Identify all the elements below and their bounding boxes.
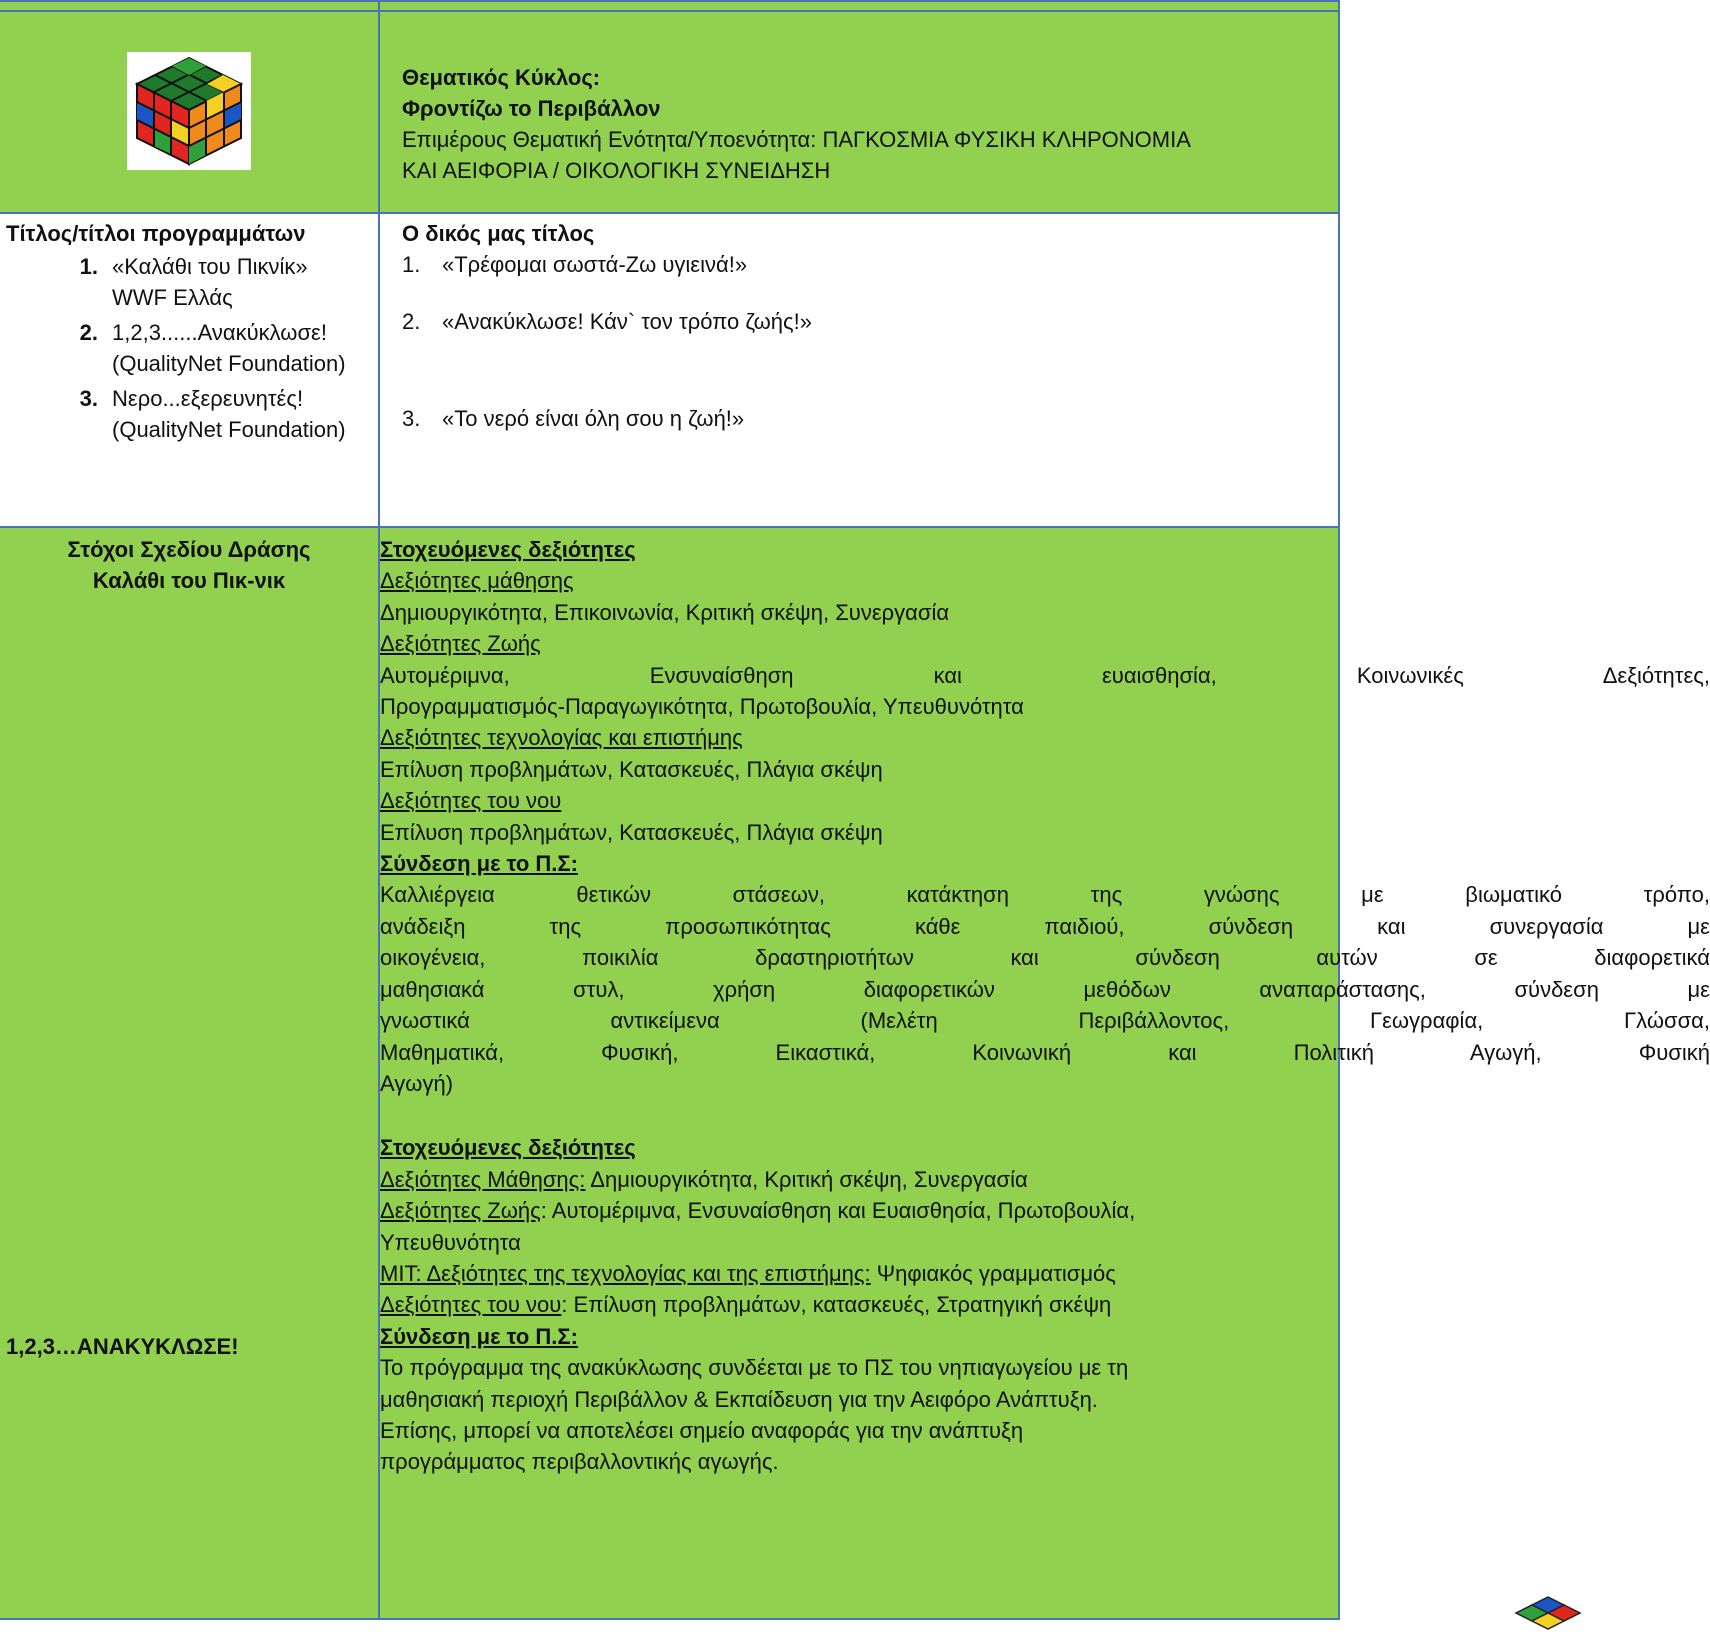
list-item [402, 249, 1338, 280]
tech-skills-label: Δεξιότητες τεχνολογίας και επιστήμης [380, 725, 743, 751]
goals-cell [0, 527, 379, 1619]
tech-skills-label: ΜΙΤ: Δεξιότητες της τεχνολογίας και της επιστήμης: [380, 1260, 871, 1286]
list-text: 1,2,3......Ανακύκλωσε! (QualityNet Foundation) [112, 320, 346, 376]
header-image-cell [0, 11, 379, 213]
curriculum-link-line: προγράμματος περιβαλλοντικής αγωγής. [380, 1449, 779, 1475]
own-titles-cell [379, 213, 1339, 527]
list-item [402, 306, 1338, 337]
curriculum-link-label: Σύνδεση με το Π.Σ: [380, 851, 578, 877]
programs-cell [0, 213, 379, 527]
curriculum-link-line: Μαθηματικά, Φυσική, Εικαστικά, Κοινωνική και Πολιτική Αγωγή, Φυσική [380, 1039, 1710, 1065]
list-item [6, 317, 378, 379]
goal-heading: Στόχοι Σχεδίου Δράσης [67, 537, 311, 562]
list-text: «Καλάθι του Πικνίκ» WWF Ελλάς [112, 254, 308, 310]
curriculum-link-line: Αγωγή) [380, 1070, 454, 1096]
list-text: Νερο...εξερευνητές! (QualityNet Foundation) [112, 386, 346, 442]
curriculum-link-label: Σύνδεση με το Π.Σ: [380, 1323, 578, 1349]
life-skills-label: Δεξιότητες Ζωής [380, 631, 541, 657]
list-text: «Το νερό είναι όλη σου η ζωή!» [442, 406, 745, 431]
list-item [6, 251, 378, 313]
list-number: 3. [402, 406, 421, 431]
life-skills-line: Προγραμματισμός-Παραγωγικότητα, Πρωτοβουλία, Υπευθυνότητα [380, 694, 1024, 720]
life-skills-text-cont: Υπευθυνότητα [380, 1229, 521, 1255]
list-number: 1. [402, 252, 421, 277]
list-text: «Τρέφομαι σωστά-Ζω υγιεινά!» [442, 252, 748, 277]
theme-label: Θεματικός Κύκλος: [402, 65, 601, 90]
curriculum-link-line: οικογένεια, ποικιλία δραστηριοτήτων και σύνδεση αυτών σε διαφορετικά [380, 945, 1710, 971]
mind-skills-text: Επίλυση προβλημάτων, Κατασκευές, Πλάγια σκέψη [380, 819, 883, 845]
life-skills-text: : Αυτομέριμνα, Ενσυναίσθηση και Ευαισθησία, Πρωτοβουλία, [540, 1198, 1136, 1224]
top-strip-right [379, 1, 1339, 11]
curriculum-link-line: Καλλιέργεια θετικών στάσεων, κατάκτηση της γνώσης με βιωματικό τρόπο, [380, 882, 1710, 908]
mind-skills-row [380, 1289, 1338, 1320]
header-theme-cell [379, 11, 1339, 213]
rubiks-cube-small-image [1508, 1591, 1588, 1631]
curriculum-link-line: Το πρόγραμμα της ανακύκλωσης συνδέεται με το ΠΣ του νηπιαγωγείου με τη [380, 1355, 1129, 1381]
list-text: «Ανακύκλωσε! Κάν` τον τρόπο ζωής!» [442, 309, 812, 334]
skills-heading: Στοχευόμενες δεξιότητες [380, 537, 636, 562]
life-skills-row [380, 1195, 1338, 1226]
own-titles-heading: Ο δικός μας τίτλος [402, 221, 595, 246]
list-item [402, 403, 1338, 434]
mind-skills-text: : Επίλυση προβλημάτων, κατασκευές, Στρατηγική σκέψη [561, 1292, 1112, 1318]
learning-skills-text: Δημιουργικότητα, Κριτική σκέψη, Συνεργασία [585, 1166, 1028, 1192]
curriculum-link-line: μαθησιακή περιοχή Περιβάλλον & Εκπαίδευση για την Αειφόρο Ανάπτυξη. [380, 1386, 1098, 1412]
learning-skills-text: Δημιουργικότητα, Επικοινωνία, Κριτική σκέψη, Συνεργασία [380, 599, 950, 625]
goal-program-recycle: 1,2,3…ΑΝΑΚΥΚΛΩΣΕ! [6, 1334, 239, 1359]
list-number: 3. [79, 386, 98, 411]
goal-program-picnic: Καλάθι του Πικ-νικ [92, 568, 286, 593]
life-skills-label: Δεξιότητες Ζωής [380, 1198, 541, 1224]
curriculum-link-line: Επίσης, μπορεί να αποτελέσει σημείο αναφοράς για την ανάπτυξη [380, 1417, 1024, 1443]
tech-skills-row [380, 1258, 1338, 1289]
mind-skills-label: Δεξιότητες του νου [380, 788, 562, 814]
learning-skills-label: Δεξιότητες Μάθησης: [380, 1166, 586, 1192]
theme-subunit: Επιμέρους Θεματική Ενότητα/Υποενότητα: ΠΑΓΚΟΣΜΙΑ ΦΥΣΙΚΗ ΚΛΗΡΟΝΟΜΙΑ ΚΑΙ ΑΕΙΦΟΡΙΑ / ΟΙΚΟΛΟΓΙΚΗ ΣΥΝΕΙΔΗΣΗ [402, 127, 1190, 183]
curriculum-link-line: γνωστικά αντικείμενα (Μελέτη Περιβάλλοντος, Γεωγραφία, Γλώσσα, [380, 1008, 1710, 1034]
life-skills-line: Αυτομέριμνα, Ενσυναίσθηση και ευαισθησία, Κοινωνικές Δεξιότητες, [380, 662, 1710, 688]
top-strip-left [0, 1, 379, 11]
programs-heading: Τίτλος/τίτλοι προγραμμάτων [6, 221, 306, 246]
curriculum-link-line: ανάδειξη της προσωπικότητας κάθε παιδιού, σύνδεση και συνεργασία με [380, 913, 1710, 939]
curriculum-link-line: μαθησιακά στυλ, χρήση διαφορετικών μεθόδων αναπαράστασης, σύνδεση με [380, 976, 1710, 1002]
mind-skills-label: Δεξιότητες του νου [380, 1292, 562, 1318]
list-number: 2. [79, 320, 98, 345]
list-number: 1. [79, 254, 98, 279]
skills-cell [379, 527, 1710, 1619]
tech-skills-text: Επίλυση προβλημάτων, Κατασκευές, Πλάγια σκέψη [380, 756, 883, 782]
theme-title: Φροντίζω το Περιβάλλον [402, 96, 661, 121]
learning-skills-row [380, 1164, 1338, 1195]
learning-skills-label: Δεξιότητες μάθησης [380, 568, 574, 594]
list-number: 2. [402, 309, 421, 334]
programs-list [6, 251, 378, 445]
tech-skills-text: Ψηφιακός γραμματισμός [870, 1260, 1116, 1286]
list-item [6, 383, 378, 445]
skills-heading: Στοχευόμενες δεξιότητες [380, 1135, 636, 1161]
rubiks-cube-image [127, 52, 251, 170]
